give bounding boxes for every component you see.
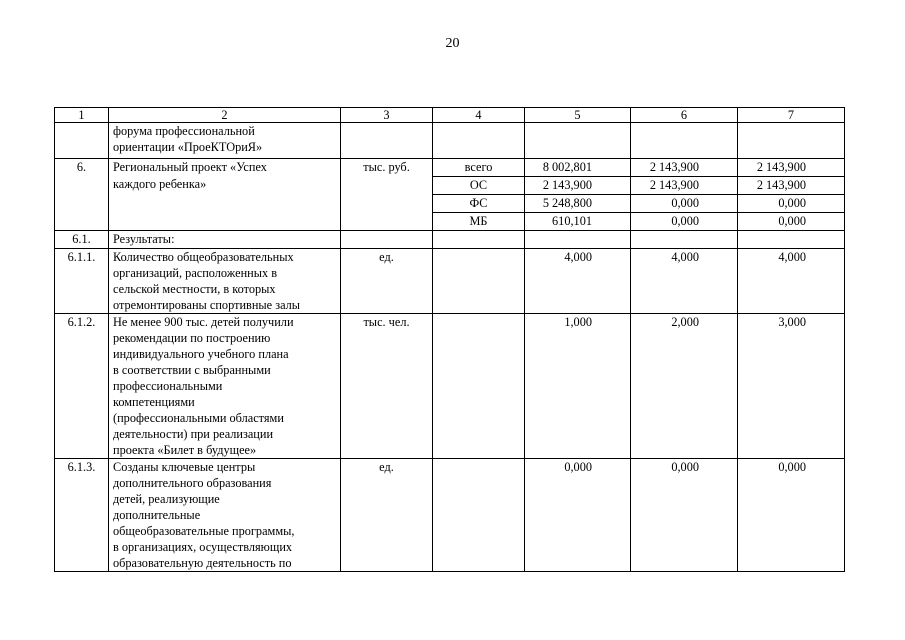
funding-value-5: 2 143,900: [525, 177, 631, 195]
row-value-6: [631, 123, 738, 159]
funding-value-7: 0,000: [738, 213, 845, 231]
data-table: [54, 107, 845, 572]
continuation-row: [55, 123, 845, 159]
header-cell: 2: [109, 108, 341, 123]
funding-value-6: 2 143,900: [631, 159, 738, 177]
funding-value-6: 0,000: [631, 195, 738, 213]
header-row: [55, 108, 845, 123]
row-type: [433, 314, 525, 459]
row-value-5: [525, 123, 631, 159]
row-unit: ед.: [341, 249, 433, 314]
row-name: Количество общеобразовательных организаций, расположенных в сельской местности, в которых отремонтированы спортивные залы: [109, 249, 341, 314]
funding-value-5: 8 002,801: [525, 159, 631, 177]
row-value-5: 1,000: [525, 314, 631, 459]
row-unit: [341, 123, 433, 159]
funding-value-5: 610,101: [525, 213, 631, 231]
row-name: Результаты:: [109, 231, 341, 249]
header-cell: 3: [341, 108, 433, 123]
row-value-7: 3,000: [738, 314, 845, 459]
funding-value-6: 0,000: [631, 213, 738, 231]
row-name: Не менее 900 тыс. детей получили рекомендации по построению индивидуального учебного плана в соответствии с выбранными профессиональными компетенциями (профессиональными областями деятельности) при реализации проекта «Билет в будущее»: [109, 314, 341, 459]
row-number: 6.1.: [55, 231, 109, 249]
row-value-7: 0,000: [738, 459, 845, 572]
row-name: форума профессиональной ориентации «ПроеКТОриЯ»: [109, 123, 341, 159]
funding-type: МБ: [433, 213, 525, 231]
row-value-6: 2,000: [631, 314, 738, 459]
funding-value-6: 2 143,900: [631, 177, 738, 195]
row-value-5: 0,000: [525, 459, 631, 572]
funding-value-7: 2 143,900: [738, 159, 845, 177]
row-type: [433, 249, 525, 314]
row-unit: тыс. руб.: [341, 159, 433, 231]
row-number: 6.1.1.: [55, 249, 109, 314]
funding-type: ОС: [433, 177, 525, 195]
row-type: [433, 459, 525, 572]
header-cell: 1: [55, 108, 109, 123]
row-value-6: 4,000: [631, 249, 738, 314]
row-number: 6.1.3.: [55, 459, 109, 572]
row-value-7: 4,000: [738, 249, 845, 314]
funding-value-7: 2 143,900: [738, 177, 845, 195]
row-type: [433, 123, 525, 159]
row-number: 6.: [55, 159, 109, 231]
row-unit: тыс. чел.: [341, 314, 433, 459]
table-row: [55, 459, 845, 572]
row-value-5: 4,000: [525, 249, 631, 314]
table-row: [55, 314, 845, 459]
header-cell: 7: [738, 108, 845, 123]
page-number: 20: [445, 36, 460, 51]
row-name: Созданы ключевые центры дополнительного образования детей, реализующие дополнительные общеобразовательные программы, в организациях, осуществляющих образовательную деятельность по: [109, 459, 341, 572]
row-number: [55, 123, 109, 159]
results-header-row: [55, 231, 845, 249]
header-cell: 5: [525, 108, 631, 123]
project-row: [55, 159, 845, 177]
row-unit: ед.: [341, 459, 433, 572]
funding-type: всего: [433, 159, 525, 177]
funding-type: ФС: [433, 195, 525, 213]
funding-value-7: 0,000: [738, 195, 845, 213]
row-value-7: [738, 123, 845, 159]
row-value-6: 0,000: [631, 459, 738, 572]
row-number: 6.1.2.: [55, 314, 109, 459]
row-name: Региональный проект «Успех каждого ребенка»: [109, 159, 341, 231]
header-cell: 6: [631, 108, 738, 123]
header-cell: 4: [433, 108, 525, 123]
funding-value-5: 5 248,800: [525, 195, 631, 213]
table-row: [55, 249, 845, 314]
